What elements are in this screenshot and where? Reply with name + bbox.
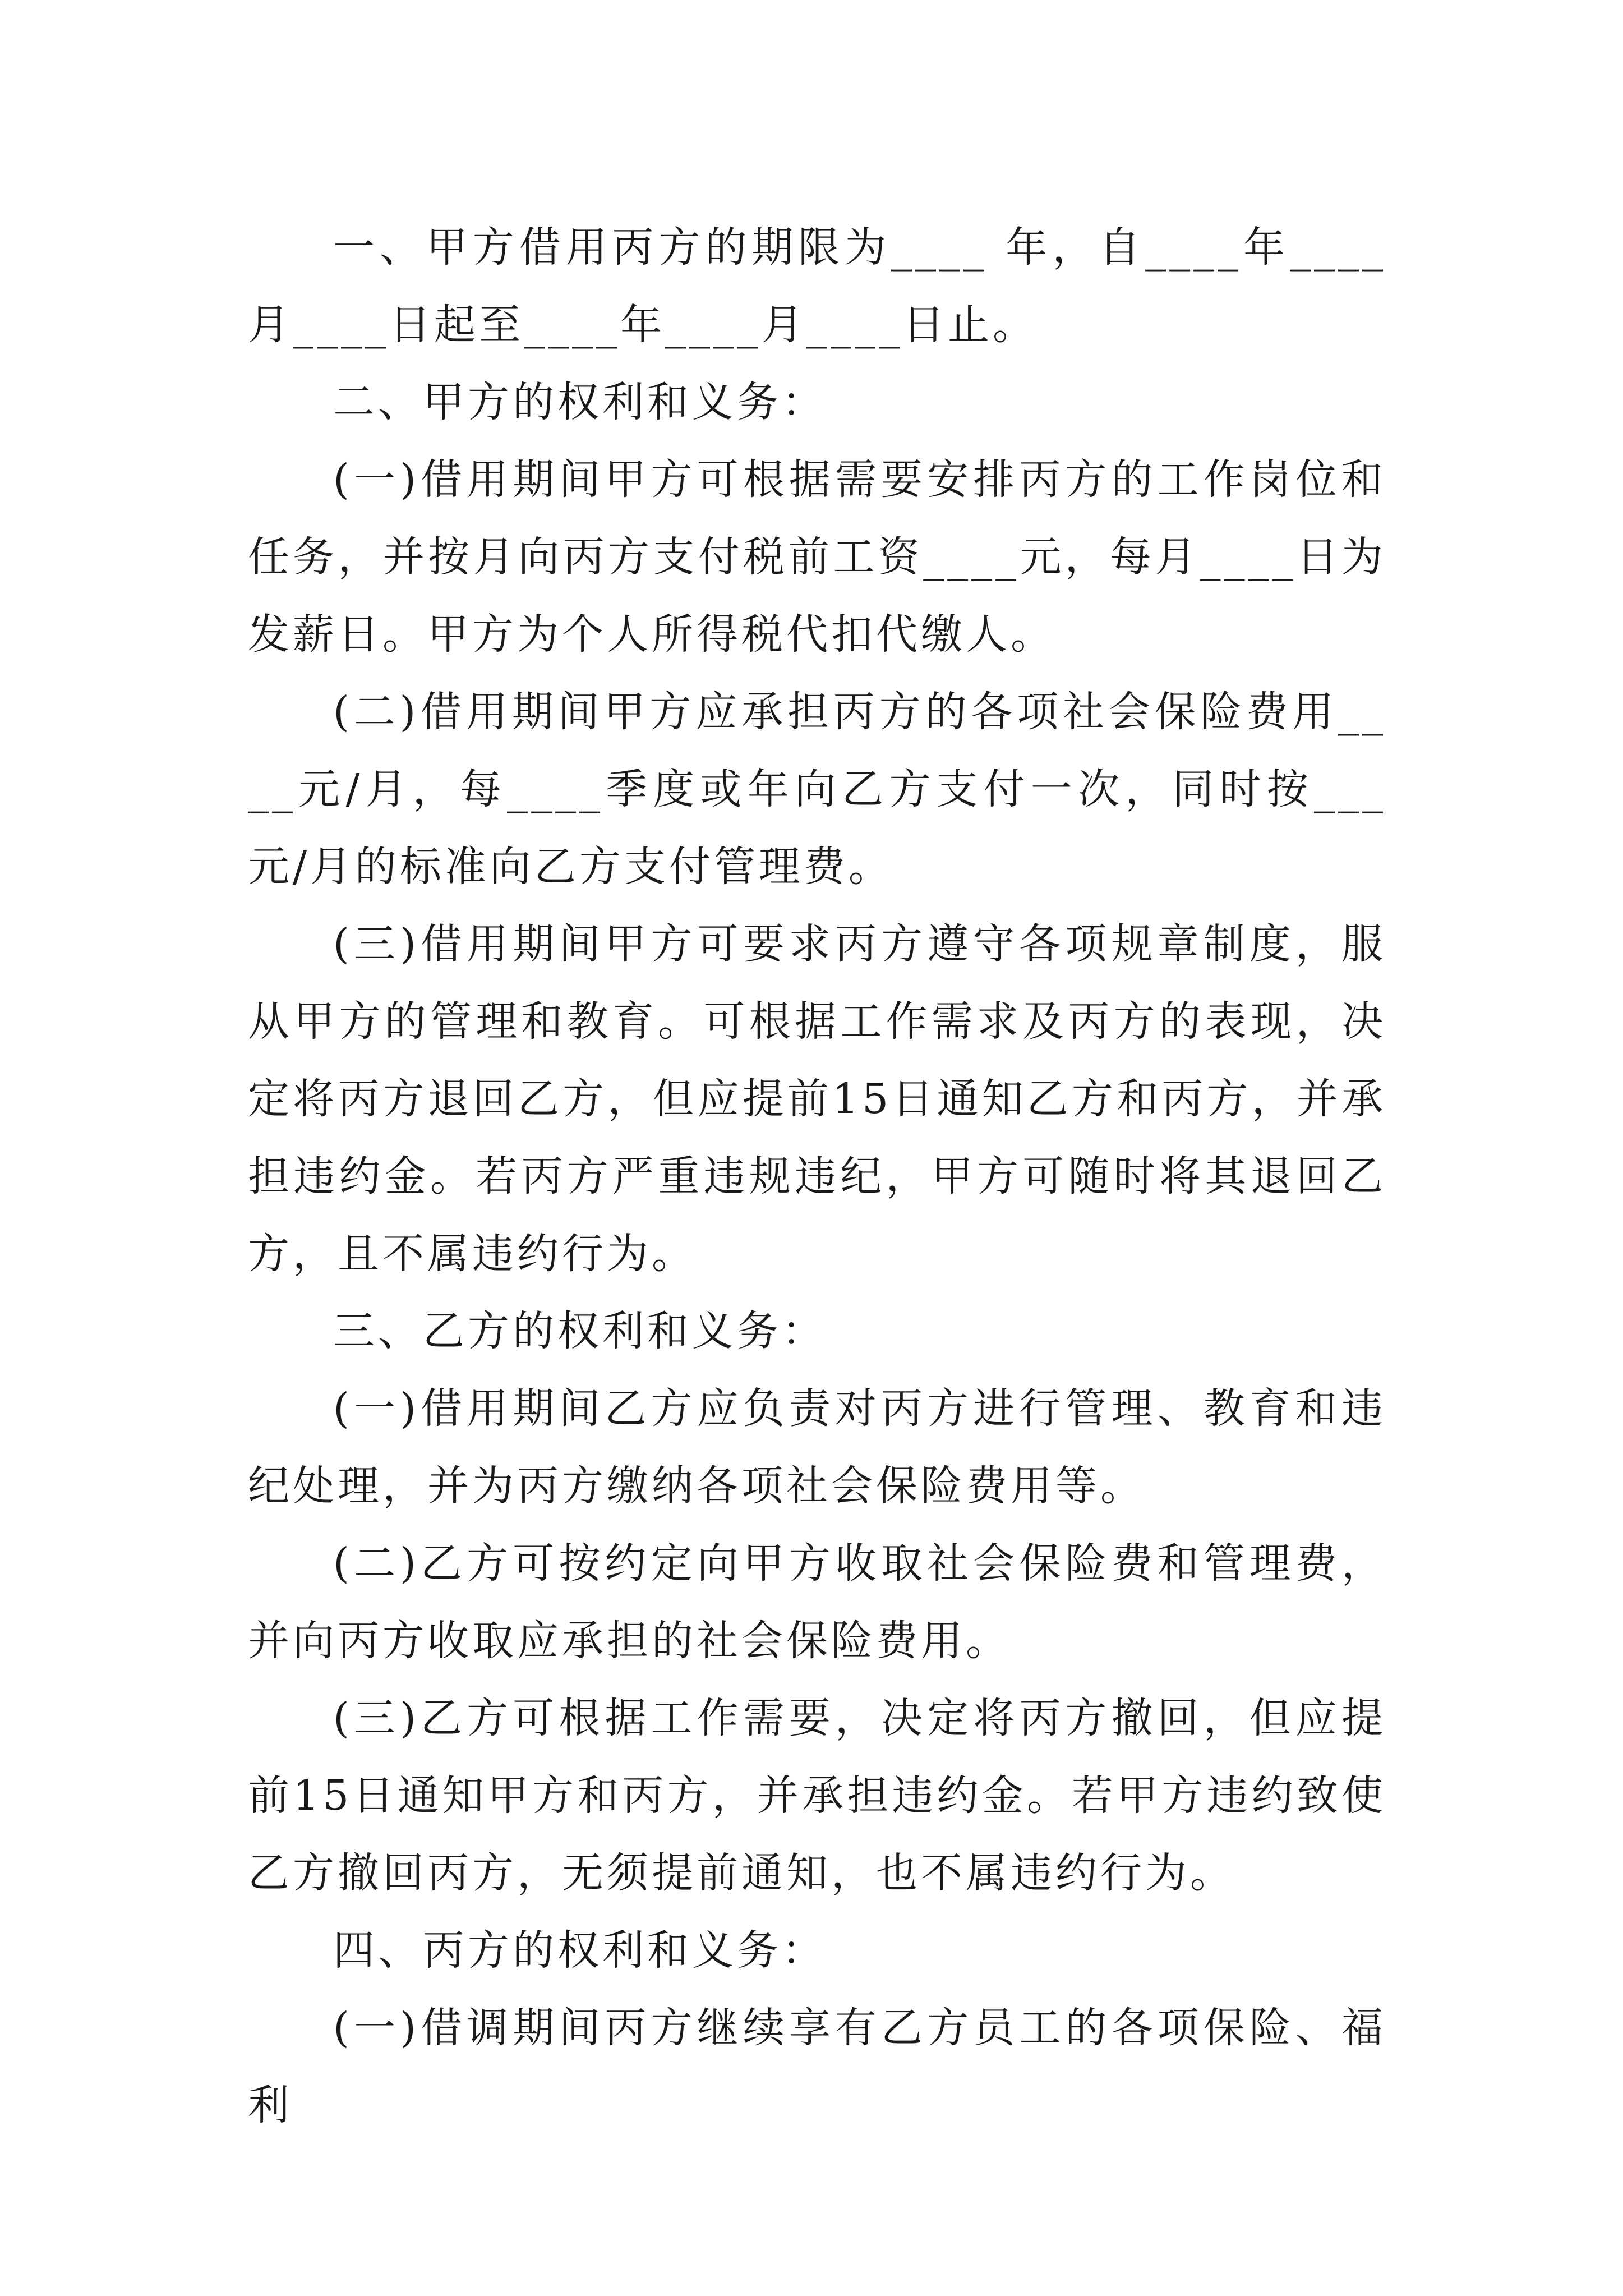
clause-a-2: (二)借用期间甲方应承担丙方的各项社会保险费用____元/月，每____季度或年向乙方支付一次，同时按___元/月的标准向乙方支付管理费。 (248, 688, 1386, 891)
clause-c-1: (一)借调期间丙方继续享有乙方员工的各项保险、福利 (248, 2004, 1386, 2129)
clause-term: 一、甲方借用丙方的期限为____ 年，自____年____月____日起至____年____月____日止。 (248, 223, 1386, 349)
heading-party-c-rights: 四、丙方的权利和义务： (333, 1926, 827, 1975)
heading-party-b-rights: 三、乙方的权利和义务： (333, 1307, 827, 1355)
clause-b-3: (三)乙方可根据工作需要，决定将丙方撤回，但应提前15日通知甲方和丙方，并承担违约金。若甲方违约致使乙方撤回丙方，无须提前通知，也不属违约行为。 (248, 1694, 1386, 1897)
document-body (248, 209, 1386, 2144)
clause-b-2: (二)乙方可按约定向甲方收取社会保险费和管理费，并向丙方收取应承担的社会保险费用。 (248, 1539, 1386, 1665)
clause-a-1: (一)借用期间甲方可根据需要安排丙方的工作岗位和任务，并按月向丙方支付税前工资____元，每月____日为发薪日。甲方为个人所得税代扣代缴人。 (248, 455, 1386, 659)
heading-party-a-rights: 二、甲方的权利和义务： (333, 378, 827, 426)
clause-a-3: (三)借用期间甲方可要求丙方遵守各项规章制度，服从甲方的管理和教育。可根据工作需求及丙方的表现，决定将丙方退回乙方，但应提前15日通知乙方和丙方，并承担违约金。若丙方严重违规违纪，甲方可随时将其退回乙方，且不属违约行为。 (248, 920, 1386, 1278)
clause-b-1: (一)借用期间乙方应负责对丙方进行管理、教育和违纪处理，并为丙方缴纳各项社会保险费用等。 (248, 1384, 1386, 1510)
